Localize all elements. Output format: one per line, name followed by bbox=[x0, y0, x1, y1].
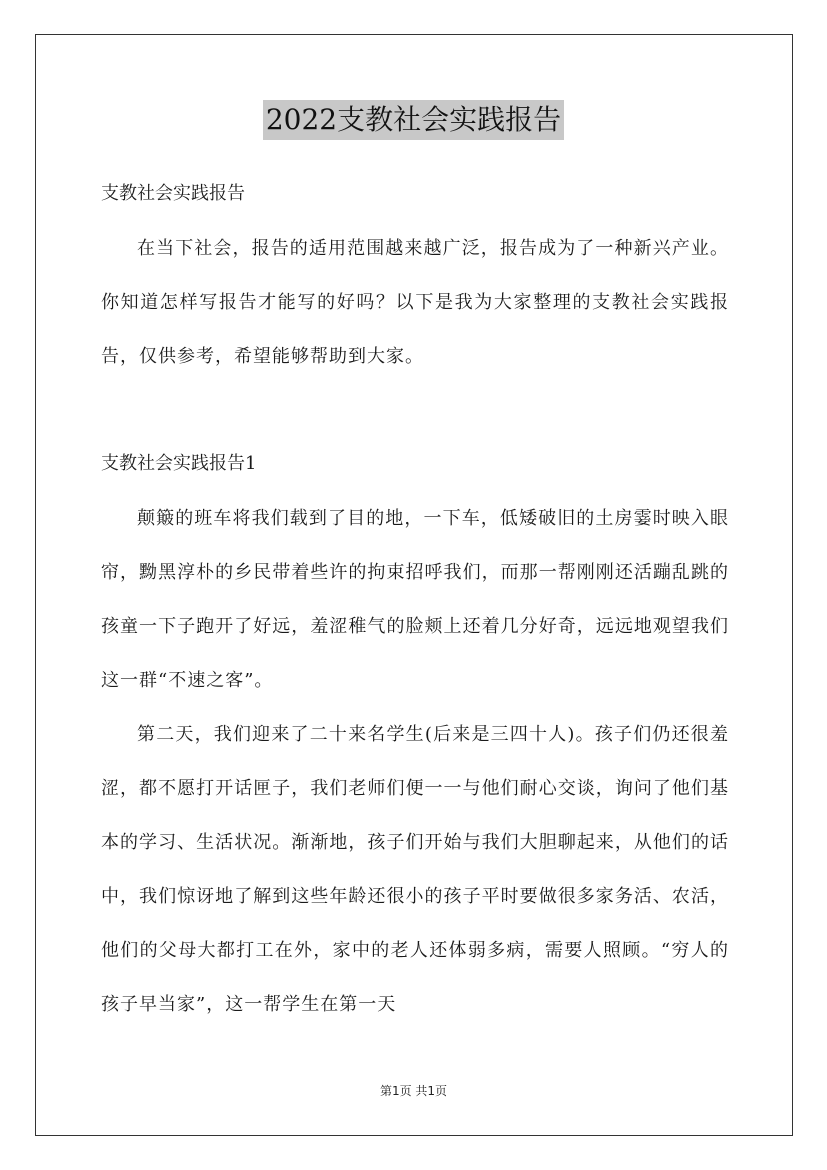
section-heading: 支教社会实践报告1 bbox=[101, 453, 257, 474]
title-container bbox=[0, 100, 827, 140]
body-paragraph: 颠簸的班车将我们载到了目的地，一下车，低矮破旧的土房霎时映入眼帘，黝黑淳朴的乡民带着些许的拘束招呼我们，而那一帮刚刚还活蹦乱跳的孩童一下子跑开了好远，羞涩稚气的脸颊上还着几分好奇，远远地观望我们这一群“不速之客”。 bbox=[101, 508, 729, 691]
document-body bbox=[101, 166, 729, 1032]
document-title: 2022支教社会实践报告 bbox=[263, 100, 564, 140]
body-paragraph: 第二天，我们迎来了二十来名学生(后来是三四十人)。孩子们仍还很羞涩，都不愿打开话匣子，我们老师们便一一与他们耐心交谈，询问了他们基本的学习、生活状况。渐渐地，孩子们开始与我们大胆聊起来，从他们的话中，我们惊讶地了解到这些年龄还很小的孩子平时要做很多家务活、农活，他们的父母大都打工在外，家中的老人还体弱多病，需要人照顾。“穷人的孩子早当家”，这一帮学生在第一天 bbox=[101, 724, 729, 1015]
section-spacer bbox=[101, 384, 729, 436]
intro-heading: 支教社会实践报告 bbox=[101, 183, 245, 204]
intro-paragraph: 在当下社会，报告的适用范围越来越广泛，报告成为了一种新兴产业。你知道怎样写报告才能写的好吗？以下是我为大家整理的支教社会实践报告，仅供参考，希望能够帮助到大家。 bbox=[101, 238, 729, 367]
page-footer: 第1页 共1页 bbox=[379, 1084, 448, 1098]
